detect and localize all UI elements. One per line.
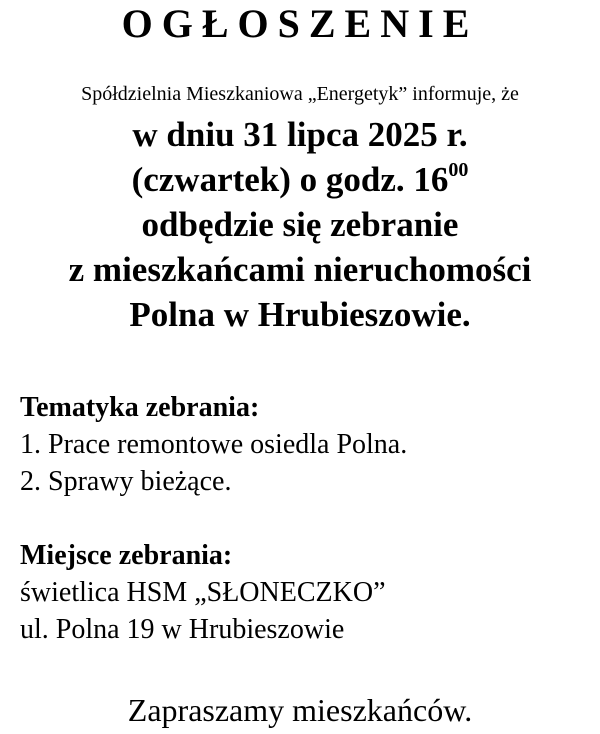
meeting-audience: z mieszkańcami nieruchomości [68,250,532,289]
meeting-property: Polna w Hrubieszowie. [129,295,471,334]
notice-title: OGŁOSZENIE [121,1,479,46]
meeting-announcement [0,112,600,337]
meeting-day-time [0,157,600,202]
meeting-statement: odbędzie się zebranie [141,205,459,244]
place-section [20,537,580,648]
meeting-time-minutes: 00 [448,159,469,181]
agenda-item: 1. Prace remontowe osiedla Polna. [20,429,408,460]
agenda-heading: Tematyka zebrania: [20,392,260,423]
notice-intro: Spółdzielnia Mieszkaniowa „Energetyk” informuje, że [81,83,519,105]
place-venue: świetlica HSM „SŁONECZKO” [20,577,386,608]
agenda-section [20,389,580,500]
meeting-date: w dniu 31 lipca 2025 r. [132,115,468,154]
closing-invitation: Zapraszamy mieszkańców. [127,692,473,728]
place-address: ul. Polna 19 w Hrubieszowie [20,614,345,645]
agenda-item: 2. Sprawy bieżące. [20,466,232,497]
meeting-time-text: (czwartek) o godz. 16 [131,160,449,199]
place-heading: Miejsce zebrania: [20,540,233,571]
